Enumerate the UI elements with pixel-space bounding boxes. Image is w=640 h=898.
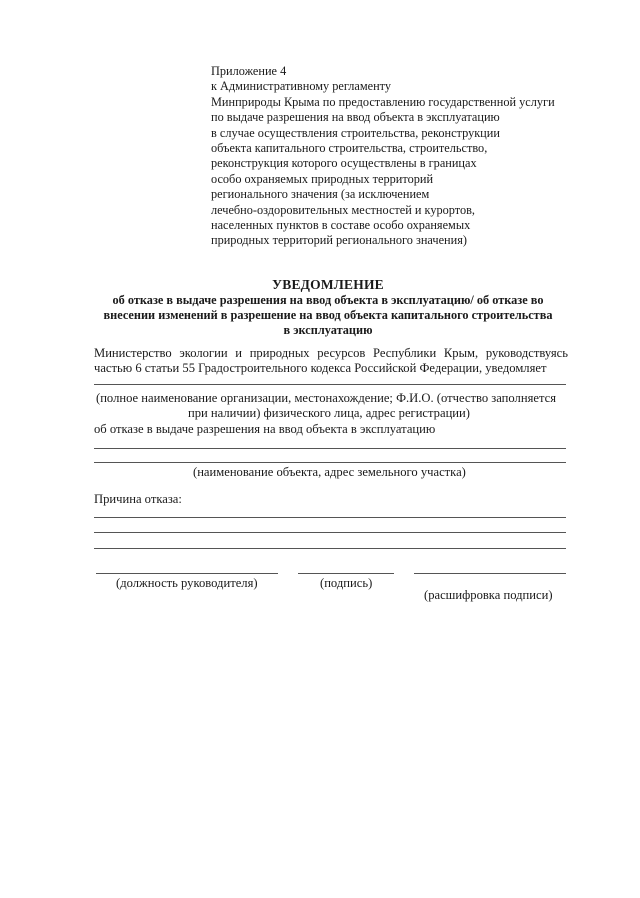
intro-line: Министерство экологии и природных ресурсов Республики Крым, руководствуясь	[94, 346, 568, 360]
object-caption: (наименование объекта, адрес земельного участка)	[193, 465, 466, 479]
object-blank-line[interactable]	[94, 448, 566, 449]
applicant-blank-line[interactable]	[94, 384, 566, 385]
object-blank-line[interactable]	[94, 462, 566, 463]
annex-header	[211, 64, 601, 249]
position-blank-line[interactable]	[96, 573, 278, 574]
signature-caption: (подпись)	[320, 576, 373, 590]
annex-line: Минприроды Крыма по предоставлению государственной услуги	[211, 94, 555, 109]
notice-subtitle	[90, 293, 566, 339]
notice-title-block	[90, 277, 566, 339]
annex-line: Приложение 4	[211, 64, 287, 78]
position-caption: (должность руководителя)	[116, 576, 258, 590]
subtitle-line: в эксплуатацию	[283, 323, 373, 338]
applicant-caption: при наличии) физического лица, адрес регистрации)	[188, 406, 470, 420]
annex-line: природных территорий регионального значения)	[211, 233, 467, 248]
annex-line: объекта капитального строительства, строительство,	[211, 141, 488, 156]
decoding-blank-line[interactable]	[414, 573, 566, 574]
reason-blank-line[interactable]	[94, 548, 566, 549]
reason-blank-line[interactable]	[94, 532, 566, 533]
refusal-statement: об отказе в выдаче разрешения на ввод объекта в эксплуатацию	[94, 422, 436, 436]
subtitle-line: об отказе в выдаче разрешения на ввод объекта в эксплуатацию/ об отказе во	[112, 293, 544, 307]
signature-blank-line[interactable]	[298, 573, 394, 574]
annex-line: лечебно-оздоровительных местностей и курортов,	[211, 202, 476, 217]
intro-line: частью 6 статьи 55 Градостроительного кодекса Российской Федерации, уведомляет	[94, 361, 547, 376]
annex-line: к Административному регламенту	[211, 79, 392, 94]
reason-blank-line[interactable]	[94, 517, 566, 518]
annex-line: реконструкция которого осуществлены в границах	[211, 156, 477, 171]
intro-paragraph	[94, 346, 568, 376]
decoding-caption: (расшифровка подписи)	[424, 588, 553, 602]
annex-line: регионального значения (за исключением	[211, 187, 430, 202]
reason-label: Причина отказа:	[94, 492, 182, 506]
annex-line: в случае осуществления строительства, реконструкции	[211, 125, 500, 140]
annex-line: по выдаче разрешения на ввод объекта в эксплуатацию	[211, 110, 500, 125]
annex-line: особо охраняемых природных территорий	[211, 171, 434, 186]
notice-title: УВЕДОМЛЕНИЕ	[272, 277, 384, 292]
applicant-caption: (полное наименование организации, местонахождение; Ф.И.О. (отчество заполняется	[96, 391, 556, 405]
subtitle-line: внесении изменений в разрешение на ввод объекта капитального строительства	[103, 308, 553, 323]
annex-line: населенных пунктов в составе особо охраняемых	[211, 218, 471, 233]
